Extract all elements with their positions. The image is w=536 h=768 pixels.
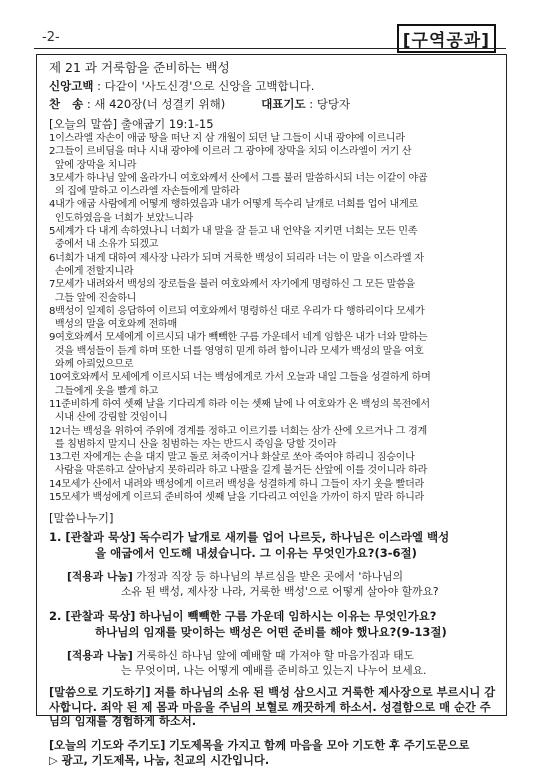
scripture-line: 8백성이 일제히 응답하여 이르되 여호와께서 명령하신 대로 우리가 다 행하리이다 모세가	[49, 305, 425, 317]
app2-line-1: 거룩하신 하나님 앞에 예배할 때 가져야 할 마음가짐과 태도	[136, 649, 414, 663]
scripture-line: 앞에 장막을 치니라	[49, 159, 137, 171]
closing-prayer-label: [말씀으로 기도하기]	[49, 686, 151, 700]
question-2	[49, 608, 497, 640]
scripture-line: 인도하였음을 너희가 보았느니라	[49, 212, 193, 224]
creed-row: 신앙고백 : 다같이 '사도신경'으로 신앙을 고백합니다.	[49, 79, 315, 93]
q2-label: 2. [관찰과 묵상]	[49, 609, 136, 624]
q1-line-1: 독수리가 날개로 새끼를 업어 나르듯, 하나님은 이스라엘 백성	[139, 530, 450, 545]
scripture-line: 백성의 말을 여호와께 전하매	[49, 319, 177, 331]
scripture-line: 4내가 애굽 사람에게 어떻게 행하였음과 내가 어떻게 독수리 날개로 너희를 업어 내게로	[49, 199, 418, 211]
scripture-line: 7모세가 내려와서 백성의 장로들을 불러 여호와께서 자기에게 명령하신 그 모든 말씀을	[49, 279, 415, 291]
q1-line-2: 을 애굽에서 인도해 내셨습니다. 그 이유는 무엇인가요?(3-6절)	[95, 546, 417, 561]
scripture-line: 14모세가 산에서 내려와 백성에게 이르러 백성을 성결하게 하니 그들이 자기 옷을 빨더라	[49, 478, 425, 490]
hymn-label: 찬 송	[49, 97, 84, 111]
scripture-line: 11준비하게 하여 셋째 날을 기다리게 하라 이는 셋째 날에 나 여호와가 온 백성의 목전에서	[49, 398, 430, 410]
scripture-line: 12너는 백성을 위하여 주위에 경계를 정하고 이르기를 너희는 삼가 산에 오르거나 그 경계	[49, 425, 427, 437]
scripture-line: 9여호와께서 모세에게 이르시되 내가 빽빽한 구름 가운데서 네게 임함은 내가 너와 말하는	[49, 332, 428, 344]
lesson-box	[36, 54, 507, 767]
scripture-line: 15모세가 백성에게 이르되 준비하여 셋째 날을 기다리고 여인을 가까이 하지 말라 하니라	[49, 492, 425, 504]
scripture-line: 6너희가 내게 대하여 제사장 나라가 되며 거룩한 백성이 되리라 너는 이 말을 이스라엘 자	[49, 252, 424, 264]
scripture-line: 를 침범하지 말지니 산을 침범하는 자는 반드시 죽임을 당할 것이라	[49, 438, 337, 450]
app2-label: [적용과 나눔]	[67, 649, 133, 663]
scripture-line: 5세계가 다 내게 속하였나니 너희가 내 말을 잘 듣고 내 언약을 지키면 너희는 모든 민족	[49, 226, 418, 238]
q2-line-1: 하나님이 빽빽한 구름 가운데 임하시는 이유는 무엇인가요?	[139, 609, 437, 624]
scripture-line: 10여호와께서 모세에게 이르시되 너는 백성에게로 가서 오늘과 내일 그들을 성결하게 하며	[49, 372, 431, 384]
app1-line-2: 소유 된 백성, 제사장 나라, 거룩한 백성'으로 어떻게 살아야 할까요?	[121, 585, 439, 599]
family-prayer-footer: ▷ 광고, 기도제목, 나눔, 친교의 시간입니다.	[49, 753, 270, 767]
scripture-line: 것을 백성들이 듣게 하며 또한 너를 영영히 믿게 하려 함이니라 모세가 백성의 말을 여호	[49, 345, 424, 357]
closing-prayer	[49, 686, 497, 730]
hymn-row: 찬 송 : 새 420장(너 성결키 위해) 대표기도 : 당당자	[49, 97, 351, 111]
page-number: -2-	[42, 30, 60, 45]
scripture-line: 13그런 자에게는 손을 대지 말고 돌로 쳐죽이거나 화살로 쏘아 죽여야 하리니 짐승이나	[49, 452, 415, 464]
section-title: [구역공과]	[397, 24, 496, 53]
creed-text: 다같이 '사도신경'으로 신앙을 고백합니다.	[104, 79, 315, 93]
scripture-line: 시내 산에 강림할 것임이니	[49, 412, 168, 424]
scripture-line: 와께 아뢰었으므로	[49, 359, 134, 371]
scripture-line: 그들 앞에 진술하니	[49, 292, 137, 304]
scripture-line: 사람을 막론하고 살아남지 못하리라 하고 나팔을 길게 불거든 산앞에 이를 것이니라 하라	[49, 465, 428, 477]
family-prayer	[49, 738, 497, 768]
family-prayer-text: 기도제목을 가지고 함께 마음을 모아 기도한 후 주기도문으로	[169, 738, 470, 752]
application-2	[49, 648, 497, 678]
lesson-title: 제 21 과 거룩함을 준비하는 백성	[49, 60, 230, 75]
scripture-line: 의 집에 말하고 이스라엘 자손들에게 말하라	[49, 186, 240, 198]
prayer-text: 당당자	[316, 97, 351, 111]
question-1	[49, 529, 497, 561]
app1-line-1: 가정과 직장 등 하나님의 부르심을 받은 곳에서 '하나님의	[136, 570, 404, 584]
scripture-line: 1이스라엘 자손이 애굽 땅을 떠난 지 삼 개월이 되던 날 그들이 시내 광야에 이르니라	[49, 133, 405, 144]
scripture-line: 2그들이 르비딤을 떠나 시내 광야에 이르러 그 광야에 장막을 치되 이스라엘이 거기 산	[49, 146, 412, 158]
creed-label: 신앙고백	[49, 79, 94, 93]
app2-line-2: 는 무엇이며, 나는 어떻게 예배를 준비하고 있는지 나누어 보세요.	[121, 664, 427, 678]
scripture-line: 3모세가 하나님 앞에 올라가니 여호와께서 산에서 그를 불러 말씀하시되 너는 이같이 야곱	[49, 172, 428, 184]
q1-label: 1. [관찰과 묵상]	[49, 530, 136, 545]
scripture-line: 그들에게 옷을 빨게 하고	[49, 385, 159, 397]
scripture-line: 중에서 내 소유가 되겠고	[49, 239, 159, 251]
q2-line-2: 하나님의 임재를 맞이하는 백성은 어떤 준비를 해야 했나요?(9-13절)	[95, 625, 447, 640]
scripture-line: 손에게 전할지니라	[49, 265, 134, 277]
sharing-heading: [말씀나누기]	[49, 511, 114, 526]
application-1	[49, 569, 497, 599]
scripture-heading: [오늘의 말씀] 출애굽기 19:1-15	[49, 117, 214, 131]
prayer-label: 대표기도	[261, 97, 306, 111]
app1-label: [적용과 나눔]	[67, 570, 133, 584]
closing-prayer-text: 저를 하나님의 소유 된 백성 삼으시고 거룩한 제사장으로 부르시니 감사합니다. 죄악 된 제 몸과 마음을 주님의 보혈로 깨끗하게 하소서. 성결함으로 매 순간 주님의 임재를 경험하게 하소서.	[49, 686, 496, 729]
family-prayer-label: [오늘의 기도와 주기도]	[49, 738, 166, 752]
header-rule	[34, 48, 506, 49]
scripture-passage	[49, 132, 497, 504]
hymn-text: 새 420장(너 성결키 위해)	[94, 97, 226, 111]
